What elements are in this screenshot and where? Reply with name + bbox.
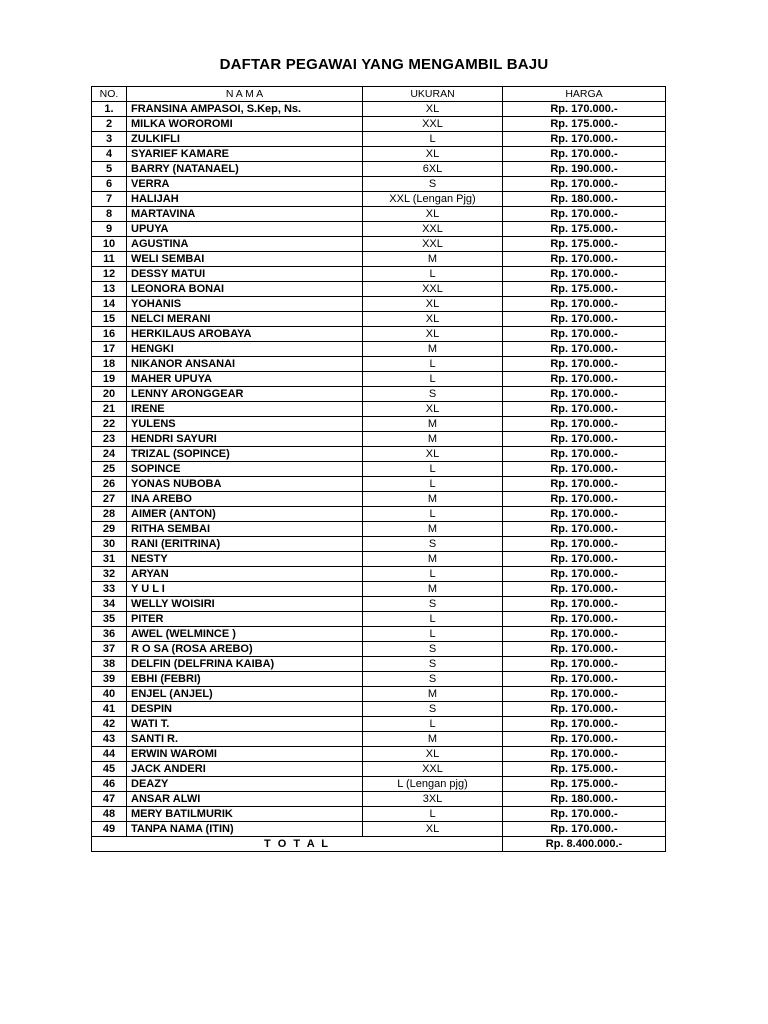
header-nama: N A M A xyxy=(127,87,363,102)
row-nama: LEONORA BONAI xyxy=(127,282,363,297)
row-no: 2 xyxy=(92,117,127,132)
row-nama: MERY BATILMURIK xyxy=(127,807,363,822)
row-ukuran: L xyxy=(363,372,503,387)
row-harga: Rp. 170.000.- xyxy=(503,462,666,477)
row-ukuran: M xyxy=(363,732,503,747)
row-harga: Rp. 170.000.- xyxy=(503,267,666,282)
row-harga: Rp. 170.000.- xyxy=(503,552,666,567)
row-no: 12 xyxy=(92,267,127,282)
table-row xyxy=(92,102,666,117)
row-harga: Rp. 170.000.- xyxy=(503,207,666,222)
row-nama: DEAZY xyxy=(127,777,363,792)
row-ukuran: L xyxy=(363,627,503,642)
table-row xyxy=(92,327,666,342)
row-ukuran: S xyxy=(363,672,503,687)
table-header-row xyxy=(92,87,666,102)
row-harga: Rp. 170.000.- xyxy=(503,447,666,462)
row-harga: Rp. 170.000.- xyxy=(503,312,666,327)
table-row xyxy=(92,567,666,582)
row-nama: RANI (ERITRINA) xyxy=(127,537,363,552)
row-harga: Rp. 170.000.- xyxy=(503,582,666,597)
table-row xyxy=(92,807,666,822)
row-ukuran: XL xyxy=(363,297,503,312)
row-nama: EBHI (FEBRI) xyxy=(127,672,363,687)
row-ukuran: M xyxy=(363,522,503,537)
row-ukuran: M xyxy=(363,417,503,432)
row-ukuran: L xyxy=(363,357,503,372)
row-nama: SANTI R. xyxy=(127,732,363,747)
row-harga: Rp. 175.000.- xyxy=(503,222,666,237)
row-nama: TANPA NAMA (ITIN) xyxy=(127,822,363,837)
table-row xyxy=(92,687,666,702)
row-nama: DELFIN (DELFRINA KAIBA) xyxy=(127,657,363,672)
row-nama: YOHANIS xyxy=(127,297,363,312)
row-harga: Rp. 170.000.- xyxy=(503,597,666,612)
row-ukuran: S xyxy=(363,597,503,612)
row-no: 40 xyxy=(92,687,127,702)
row-nama: AGUSTINA xyxy=(127,237,363,252)
row-nama: MARTAVINA xyxy=(127,207,363,222)
row-no: 4 xyxy=(92,147,127,162)
table-row xyxy=(92,522,666,537)
row-ukuran: XL xyxy=(363,822,503,837)
row-harga: Rp. 170.000.- xyxy=(503,252,666,267)
row-nama: HALIJAH xyxy=(127,192,363,207)
header-ukuran: UKURAN xyxy=(363,87,503,102)
row-nama: ANSAR ALWI xyxy=(127,792,363,807)
row-harga: Rp. 175.000.- xyxy=(503,117,666,132)
row-harga: Rp. 170.000.- xyxy=(503,477,666,492)
table-row xyxy=(92,432,666,447)
row-ukuran: L xyxy=(363,717,503,732)
row-ukuran: XXL xyxy=(363,762,503,777)
table-row xyxy=(92,177,666,192)
row-harga: Rp. 175.000.- xyxy=(503,237,666,252)
row-no: 32 xyxy=(92,567,127,582)
row-harga: Rp. 170.000.- xyxy=(503,612,666,627)
row-nama: IRENE xyxy=(127,402,363,417)
row-no: 45 xyxy=(92,762,127,777)
row-harga: Rp. 170.000.- xyxy=(503,537,666,552)
row-harga: Rp. 170.000.- xyxy=(503,687,666,702)
row-ukuran: XXL xyxy=(363,222,503,237)
row-harga: Rp. 170.000.- xyxy=(503,492,666,507)
row-harga: Rp. 180.000.- xyxy=(503,192,666,207)
row-nama: DESPIN xyxy=(127,702,363,717)
table-row xyxy=(92,792,666,807)
table-row xyxy=(92,627,666,642)
row-no: 15 xyxy=(92,312,127,327)
row-ukuran: M xyxy=(363,342,503,357)
row-ukuran: L xyxy=(363,267,503,282)
row-ukuran: M xyxy=(363,252,503,267)
row-no: 35 xyxy=(92,612,127,627)
table-row xyxy=(92,252,666,267)
row-harga: Rp. 170.000.- xyxy=(503,822,666,837)
row-ukuran: XL xyxy=(363,312,503,327)
table-row xyxy=(92,822,666,837)
row-no: 25 xyxy=(92,462,127,477)
row-no: 9 xyxy=(92,222,127,237)
row-nama: PITER xyxy=(127,612,363,627)
row-no: 16 xyxy=(92,327,127,342)
table-row xyxy=(92,312,666,327)
table-row xyxy=(92,492,666,507)
row-nama: Y U L I xyxy=(127,582,363,597)
header-harga: HARGA xyxy=(503,87,666,102)
table-row xyxy=(92,732,666,747)
row-nama: WATI T. xyxy=(127,717,363,732)
row-no: 27 xyxy=(92,492,127,507)
row-ukuran: L xyxy=(363,477,503,492)
row-no: 13 xyxy=(92,282,127,297)
row-no: 28 xyxy=(92,507,127,522)
table-row xyxy=(92,162,666,177)
row-no: 14 xyxy=(92,297,127,312)
row-harga: Rp. 170.000.- xyxy=(503,627,666,642)
row-nama: WELI SEMBAI xyxy=(127,252,363,267)
row-no: 33 xyxy=(92,582,127,597)
row-harga: Rp. 170.000.- xyxy=(503,642,666,657)
row-no: 31 xyxy=(92,552,127,567)
row-ukuran: XL xyxy=(363,207,503,222)
row-nama: R O SA (ROSA AREBO) xyxy=(127,642,363,657)
row-no: 20 xyxy=(92,387,127,402)
row-nama: ARYAN xyxy=(127,567,363,582)
row-no: 22 xyxy=(92,417,127,432)
row-no: 39 xyxy=(92,672,127,687)
row-nama: ENJEL (ANJEL) xyxy=(127,687,363,702)
row-ukuran: S xyxy=(363,702,503,717)
row-no: 3 xyxy=(92,132,127,147)
row-harga: Rp. 170.000.- xyxy=(503,357,666,372)
row-harga: Rp. 170.000.- xyxy=(503,807,666,822)
row-nama: HENGKI xyxy=(127,342,363,357)
table-row xyxy=(92,342,666,357)
row-harga: Rp. 170.000.- xyxy=(503,132,666,147)
table-row xyxy=(92,747,666,762)
row-harga: Rp. 170.000.- xyxy=(503,342,666,357)
row-harga: Rp. 170.000.- xyxy=(503,177,666,192)
row-no: 41 xyxy=(92,702,127,717)
row-no: 44 xyxy=(92,747,127,762)
table-row xyxy=(92,267,666,282)
row-ukuran: XL xyxy=(363,102,503,117)
row-nama: HERKILAUS AROBAYA xyxy=(127,327,363,342)
row-ukuran: L (Lengan pjg) xyxy=(363,777,503,792)
row-ukuran: L xyxy=(363,507,503,522)
row-nama: AWEL (WELMINCE ) xyxy=(127,627,363,642)
table-row xyxy=(92,357,666,372)
row-harga: Rp. 170.000.- xyxy=(503,102,666,117)
row-no: 48 xyxy=(92,807,127,822)
row-nama: NESTY xyxy=(127,552,363,567)
table-row xyxy=(92,507,666,522)
row-no: 42 xyxy=(92,717,127,732)
row-harga: Rp. 170.000.- xyxy=(503,432,666,447)
row-nama: LENNY ARONGGEAR xyxy=(127,387,363,402)
row-nama: BARRY (NATANAEL) xyxy=(127,162,363,177)
row-ukuran: M xyxy=(363,432,503,447)
row-ukuran: L xyxy=(363,567,503,582)
employee-table xyxy=(91,86,666,852)
row-nama: INA AREBO xyxy=(127,492,363,507)
table-row xyxy=(92,237,666,252)
table-row xyxy=(92,777,666,792)
row-ukuran: S xyxy=(363,177,503,192)
table-row xyxy=(92,282,666,297)
row-harga: Rp. 175.000.- xyxy=(503,762,666,777)
row-no: 30 xyxy=(92,537,127,552)
row-nama: WELLY WOISIRI xyxy=(127,597,363,612)
row-ukuran: L xyxy=(363,807,503,822)
row-ukuran: S xyxy=(363,387,503,402)
row-no: 37 xyxy=(92,642,127,657)
table-row xyxy=(92,387,666,402)
table-row xyxy=(92,417,666,432)
row-harga: Rp. 170.000.- xyxy=(503,147,666,162)
table-row xyxy=(92,402,666,417)
row-nama: MILKA WOROROMI xyxy=(127,117,363,132)
total-row xyxy=(92,837,666,852)
row-nama: UPUYA xyxy=(127,222,363,237)
row-harga: Rp. 170.000.- xyxy=(503,717,666,732)
table-row xyxy=(92,657,666,672)
table-row xyxy=(92,447,666,462)
table-row xyxy=(92,117,666,132)
table-row xyxy=(92,612,666,627)
table-row xyxy=(92,672,666,687)
row-nama: FRANSINA AMPASOI, S.Kep, Ns. xyxy=(127,102,363,117)
row-harga: Rp. 170.000.- xyxy=(503,567,666,582)
row-nama: MAHER UPUYA xyxy=(127,372,363,387)
table-row xyxy=(92,372,666,387)
row-no: 43 xyxy=(92,732,127,747)
total-value: Rp. 8.400.000.- xyxy=(503,837,666,852)
row-nama: DESSY MATUI xyxy=(127,267,363,282)
row-harga: Rp. 190.000.- xyxy=(503,162,666,177)
row-no: 8 xyxy=(92,207,127,222)
table-row xyxy=(92,702,666,717)
row-no: 19 xyxy=(92,372,127,387)
row-nama: NIKANOR ANSANAI xyxy=(127,357,363,372)
row-harga: Rp. 170.000.- xyxy=(503,522,666,537)
row-ukuran: XL xyxy=(363,402,503,417)
row-ukuran: XL xyxy=(363,747,503,762)
row-harga: Rp. 170.000.- xyxy=(503,402,666,417)
row-harga: Rp. 170.000.- xyxy=(503,672,666,687)
row-harga: Rp. 170.000.- xyxy=(503,747,666,762)
row-nama: YULENS xyxy=(127,417,363,432)
row-ukuran: M xyxy=(363,687,503,702)
row-no: 17 xyxy=(92,342,127,357)
row-nama: HENDRI SAYURI xyxy=(127,432,363,447)
row-no: 47 xyxy=(92,792,127,807)
table-row xyxy=(92,132,666,147)
row-no: 6 xyxy=(92,177,127,192)
row-ukuran: XXL xyxy=(363,282,503,297)
table-row xyxy=(92,207,666,222)
table-row xyxy=(92,297,666,312)
table-row xyxy=(92,717,666,732)
row-ukuran: XXL xyxy=(363,237,503,252)
row-ukuran: L xyxy=(363,462,503,477)
table-row xyxy=(92,582,666,597)
total-label: T O T A L xyxy=(92,837,503,852)
row-harga: Rp. 170.000.- xyxy=(503,702,666,717)
table-body xyxy=(92,102,666,837)
row-no: 29 xyxy=(92,522,127,537)
table-row xyxy=(92,537,666,552)
page-title: DAFTAR PEGAWAI YANG MENGAMBIL BAJU xyxy=(219,56,549,73)
row-ukuran: S xyxy=(363,657,503,672)
row-no: 5 xyxy=(92,162,127,177)
row-nama: RITHA SEMBAI xyxy=(127,522,363,537)
row-ukuran: M xyxy=(363,552,503,567)
table-row xyxy=(92,147,666,162)
row-no: 10 xyxy=(92,237,127,252)
row-ukuran: XL xyxy=(363,447,503,462)
row-no: 24 xyxy=(92,447,127,462)
table-row xyxy=(92,462,666,477)
row-nama: ERWIN WAROMI xyxy=(127,747,363,762)
row-harga: Rp. 170.000.- xyxy=(503,417,666,432)
row-no: 21 xyxy=(92,402,127,417)
row-nama: NELCI MERANI xyxy=(127,312,363,327)
row-ukuran: L xyxy=(363,612,503,627)
table-row xyxy=(92,192,666,207)
row-nama: SOPINCE xyxy=(127,462,363,477)
row-harga: Rp. 170.000.- xyxy=(503,327,666,342)
row-nama: JACK ANDERI xyxy=(127,762,363,777)
row-harga: Rp. 170.000.- xyxy=(503,297,666,312)
row-nama: TRIZAL (SOPINCE) xyxy=(127,447,363,462)
row-no: 18 xyxy=(92,357,127,372)
header-no: NO. xyxy=(92,87,127,102)
row-harga: Rp. 170.000.- xyxy=(503,657,666,672)
row-nama: VERRA xyxy=(127,177,363,192)
row-no: 46 xyxy=(92,777,127,792)
row-ukuran: XL xyxy=(363,147,503,162)
row-ukuran: XL xyxy=(363,327,503,342)
row-harga: Rp. 175.000.- xyxy=(503,282,666,297)
row-ukuran: S xyxy=(363,537,503,552)
row-nama: SYARIEF KAMARE xyxy=(127,147,363,162)
row-ukuran: S xyxy=(363,642,503,657)
table-row xyxy=(92,222,666,237)
row-no: 38 xyxy=(92,657,127,672)
row-ukuran: XXL xyxy=(363,117,503,132)
row-no: 26 xyxy=(92,477,127,492)
row-harga: Rp. 180.000.- xyxy=(503,792,666,807)
row-harga: Rp. 170.000.- xyxy=(503,507,666,522)
row-harga: Rp. 170.000.- xyxy=(503,387,666,402)
table-row xyxy=(92,477,666,492)
row-no: 11 xyxy=(92,252,127,267)
row-harga: Rp. 175.000.- xyxy=(503,777,666,792)
row-ukuran: M xyxy=(363,582,503,597)
table-row xyxy=(92,597,666,612)
row-ukuran: XXL (Lengan Pjg) xyxy=(363,192,503,207)
row-no: 34 xyxy=(92,597,127,612)
row-no: 1. xyxy=(92,102,127,117)
row-no: 36 xyxy=(92,627,127,642)
row-ukuran: 6XL xyxy=(363,162,503,177)
row-nama: ZULKIFLI xyxy=(127,132,363,147)
row-ukuran: 3XL xyxy=(363,792,503,807)
table-row xyxy=(92,762,666,777)
row-nama: AIMER (ANTON) xyxy=(127,507,363,522)
row-nama: YONAS NUBOBA xyxy=(127,477,363,492)
row-ukuran: L xyxy=(363,132,503,147)
table-row xyxy=(92,642,666,657)
row-harga: Rp. 170.000.- xyxy=(503,372,666,387)
table-row xyxy=(92,552,666,567)
row-no: 49 xyxy=(92,822,127,837)
row-no: 7 xyxy=(92,192,127,207)
row-no: 23 xyxy=(92,432,127,447)
row-ukuran: M xyxy=(363,492,503,507)
row-harga: Rp. 170.000.- xyxy=(503,732,666,747)
